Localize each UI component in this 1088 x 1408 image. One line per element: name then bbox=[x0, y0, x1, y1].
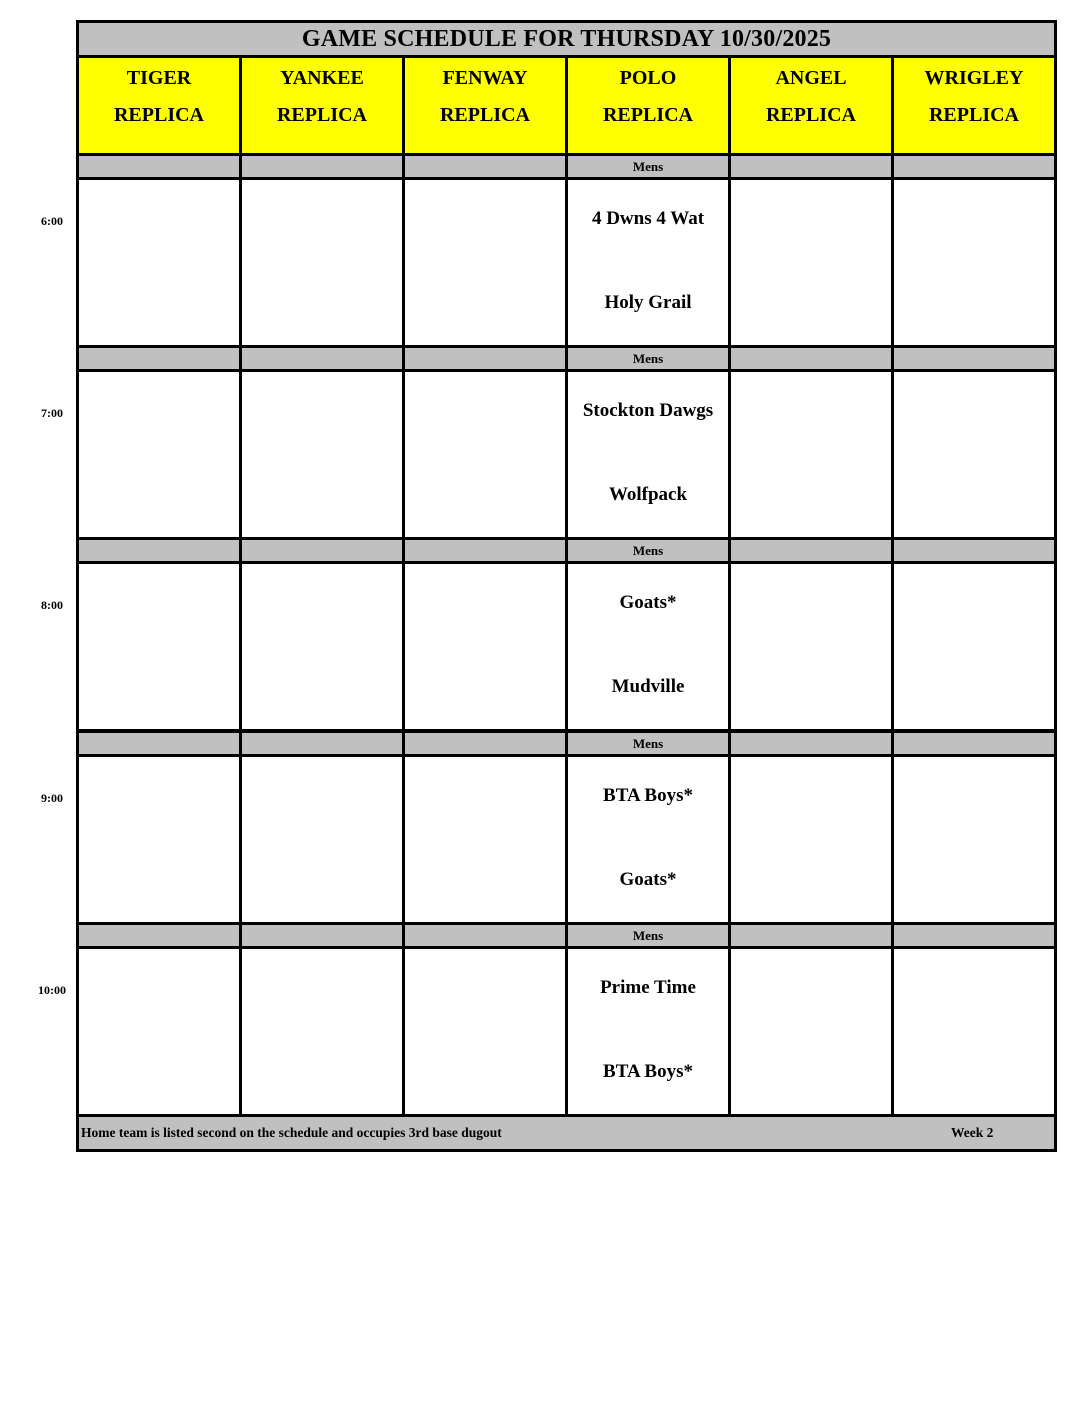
venue-subtitle: REPLICA bbox=[765, 104, 856, 126]
division-band bbox=[891, 537, 1057, 564]
venue-header bbox=[239, 55, 405, 156]
game-cell bbox=[402, 754, 568, 925]
venue-subtitle: REPLICA bbox=[113, 104, 204, 126]
venue-name: TIGER bbox=[126, 67, 192, 89]
division-band bbox=[728, 153, 894, 180]
division-band bbox=[728, 537, 894, 564]
division-band bbox=[402, 922, 568, 949]
game-cell bbox=[565, 946, 731, 1117]
division-band bbox=[76, 730, 242, 757]
away-team: 4 Dwns 4 Wat bbox=[591, 208, 705, 229]
away-team: BTA Boys* bbox=[603, 785, 693, 806]
game-cell bbox=[402, 177, 568, 348]
game-cell bbox=[239, 754, 405, 925]
venue-header bbox=[402, 55, 568, 156]
game-cell bbox=[728, 946, 894, 1117]
game-cell bbox=[565, 754, 731, 925]
game-cell bbox=[565, 561, 731, 732]
game-cell bbox=[239, 369, 405, 540]
game-cell bbox=[76, 369, 242, 540]
game-cell bbox=[728, 561, 894, 732]
week-label: Week 2 bbox=[951, 1125, 994, 1140]
game-cell bbox=[728, 177, 894, 348]
schedule-title: GAME SCHEDULE FOR THURSDAY 10/30/2025 bbox=[76, 20, 1057, 58]
division-band bbox=[239, 922, 405, 949]
away-team: Prime Time bbox=[600, 977, 696, 998]
division-band: Mens bbox=[565, 537, 731, 564]
division-band bbox=[891, 153, 1057, 180]
division-band bbox=[239, 537, 405, 564]
time-label: 9:00 bbox=[41, 791, 63, 805]
division-band bbox=[239, 730, 405, 757]
division-band bbox=[76, 922, 242, 949]
home-team: Holy Grail bbox=[604, 292, 692, 313]
game-cell bbox=[239, 561, 405, 732]
time-label: 8:00 bbox=[41, 598, 63, 612]
division-band bbox=[728, 345, 894, 372]
division-band bbox=[891, 922, 1057, 949]
game-cell bbox=[565, 177, 731, 348]
division-band bbox=[728, 922, 894, 949]
home-team: Wolfpack bbox=[608, 484, 688, 505]
game-cell bbox=[76, 177, 242, 348]
venue-subtitle: REPLICA bbox=[602, 104, 693, 126]
game-cell bbox=[728, 754, 894, 925]
division-band bbox=[402, 730, 568, 757]
division-band bbox=[402, 153, 568, 180]
time-label: 7:00 bbox=[41, 406, 63, 420]
venue-name: WRIGLEY bbox=[924, 67, 1024, 89]
game-cell bbox=[76, 561, 242, 732]
venue-header bbox=[891, 55, 1057, 156]
division-band bbox=[239, 345, 405, 372]
division-band bbox=[76, 153, 242, 180]
division-band bbox=[728, 730, 894, 757]
venue-name: POLO bbox=[619, 67, 677, 89]
division-band: Mens bbox=[565, 153, 731, 180]
venue-header bbox=[565, 55, 731, 156]
venue-name: YANKEE bbox=[280, 67, 364, 89]
game-cell bbox=[239, 946, 405, 1117]
division-band: Mens bbox=[565, 730, 731, 757]
division-band bbox=[76, 345, 242, 372]
division-band bbox=[402, 345, 568, 372]
away-team: Stockton Dawgs bbox=[582, 400, 714, 421]
division-band bbox=[239, 153, 405, 180]
division-band bbox=[76, 537, 242, 564]
time-label: 10:00 bbox=[38, 983, 66, 997]
venue-name: ANGEL bbox=[775, 67, 847, 89]
game-cell bbox=[728, 369, 894, 540]
game-cell bbox=[76, 754, 242, 925]
game-cell bbox=[402, 369, 568, 540]
division-band: Mens bbox=[565, 922, 731, 949]
venue-header bbox=[728, 55, 894, 156]
game-cell bbox=[239, 177, 405, 348]
time-label: 6:00 bbox=[41, 214, 63, 228]
game-cell bbox=[891, 754, 1057, 925]
venue-subtitle: REPLICA bbox=[439, 104, 530, 126]
game-cell bbox=[565, 369, 731, 540]
home-team: BTA Boys* bbox=[603, 1061, 693, 1082]
game-cell bbox=[891, 177, 1057, 348]
division-band: Mens bbox=[565, 345, 731, 372]
game-cell bbox=[891, 561, 1057, 732]
game-cell bbox=[891, 946, 1057, 1117]
game-cell bbox=[891, 369, 1057, 540]
venue-name: FENWAY bbox=[442, 67, 528, 89]
footer-note: Home team is listed second on the schedule and occupies 3rd base dugout bbox=[81, 1125, 502, 1140]
venue-header bbox=[76, 55, 242, 156]
venue-subtitle: REPLICA bbox=[276, 104, 367, 126]
division-band bbox=[402, 537, 568, 564]
away-team: Goats* bbox=[619, 592, 677, 613]
home-team: Goats* bbox=[619, 869, 677, 890]
venue-subtitle: REPLICA bbox=[928, 104, 1019, 126]
footer-bar bbox=[76, 1114, 1057, 1152]
game-cell bbox=[402, 946, 568, 1117]
division-band bbox=[891, 345, 1057, 372]
game-cell bbox=[76, 946, 242, 1117]
home-team: Mudville bbox=[611, 676, 685, 697]
division-band bbox=[891, 730, 1057, 757]
game-cell bbox=[402, 561, 568, 732]
